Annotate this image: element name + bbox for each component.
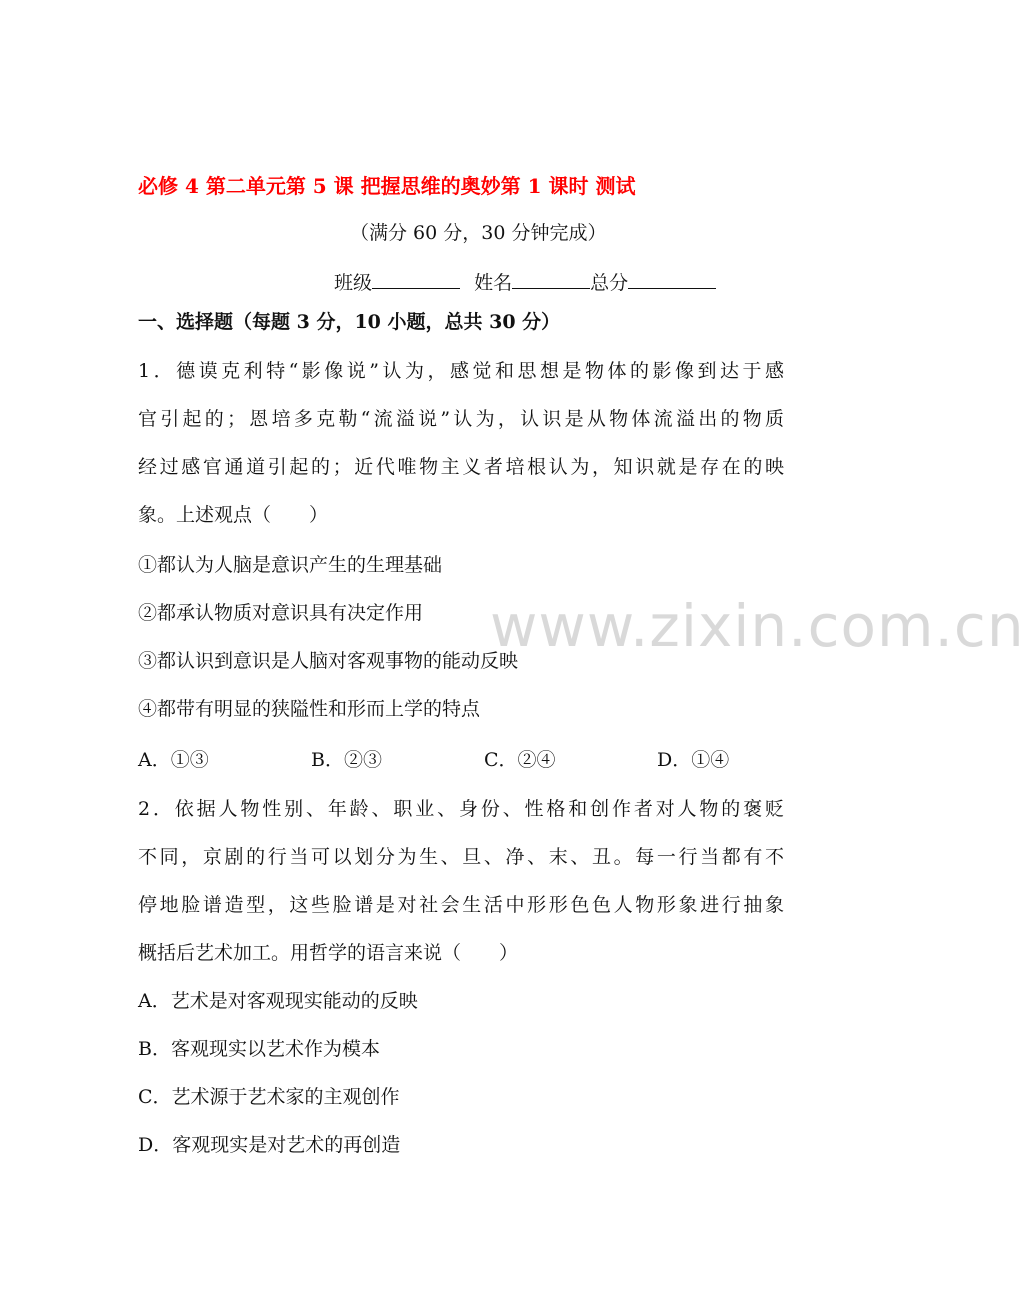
q1-statement: ①都认为人脑是意识产生的生理基础 bbox=[138, 554, 443, 576]
q1-stem-line: 象。上述观点（ ） bbox=[138, 504, 329, 526]
student-info-line bbox=[334, 268, 716, 295]
q2-stem-line: 概括后艺术加工。用哲学的语言来说（ ） bbox=[138, 942, 519, 964]
q1-choice-d: D．①④ bbox=[657, 749, 730, 771]
q1-statement: ②都承认物质对意识具有决定作用 bbox=[138, 602, 424, 624]
q1-choice-b: B．②③ bbox=[311, 749, 382, 771]
q1-statement: ④都带有明显的狭隘性和形而上学的特点 bbox=[138, 698, 481, 720]
q2-option-d: D．客观现实是对艺术的再创造 bbox=[138, 1134, 401, 1156]
name-blank bbox=[512, 270, 590, 289]
q1-choice-a: A．①③ bbox=[138, 749, 209, 771]
page-subtitle: （满分 60 分，30 分钟完成） bbox=[350, 222, 607, 244]
q1-stem-line: 官引起的；恩培多克勒“流溢说”认为，认识是从物体流溢出的物质 bbox=[138, 408, 784, 430]
q2-stem-line: 停地脸谱造型，这些脸谱是对社会生活中形形色色人物形象进行抽象 bbox=[138, 894, 784, 916]
q1-stem-line: 1．德谟克利特“影像说”认为，感觉和思想是物体的影像到达于感 bbox=[138, 360, 784, 382]
watermark: www.zixin.com.cn bbox=[490, 592, 1025, 660]
total-blank bbox=[628, 270, 716, 289]
q2-option-a: A．艺术是对客观现实能动的反映 bbox=[138, 990, 418, 1012]
q2-stem-line: 2．依据人物性别、年龄、职业、身份、性格和创作者对人物的褒贬 bbox=[138, 798, 784, 820]
class-label: 班级 bbox=[334, 272, 373, 294]
q2-option-c: C．艺术源于艺术家的主观创作 bbox=[138, 1086, 400, 1108]
q1-choice-c: C．②④ bbox=[484, 749, 556, 771]
class-blank bbox=[372, 270, 460, 289]
section-heading: 一、选择题（每题 3 分，10 小题，总共 30 分） bbox=[138, 311, 561, 333]
total-label: 总分 bbox=[590, 272, 629, 294]
q1-statement: ③都认识到意识是人脑对客观事物的能动反映 bbox=[138, 650, 519, 672]
name-label: 姓名 bbox=[474, 272, 513, 294]
page-title: 必修 4 第二单元第 5 课 把握思维的奥妙第 1 课时 测试 bbox=[138, 174, 636, 198]
q2-stem-line: 不同，京剧的行当可以划分为生、旦、净、末、丑。每一行当都有不 bbox=[138, 846, 784, 868]
q1-choices bbox=[138, 745, 778, 773]
q2-option-b: B．客观现实以艺术作为模本 bbox=[138, 1038, 380, 1060]
q1-stem-line: 经过感官通道引起的；近代唯物主义者培根认为，知识就是存在的映 bbox=[138, 456, 784, 478]
